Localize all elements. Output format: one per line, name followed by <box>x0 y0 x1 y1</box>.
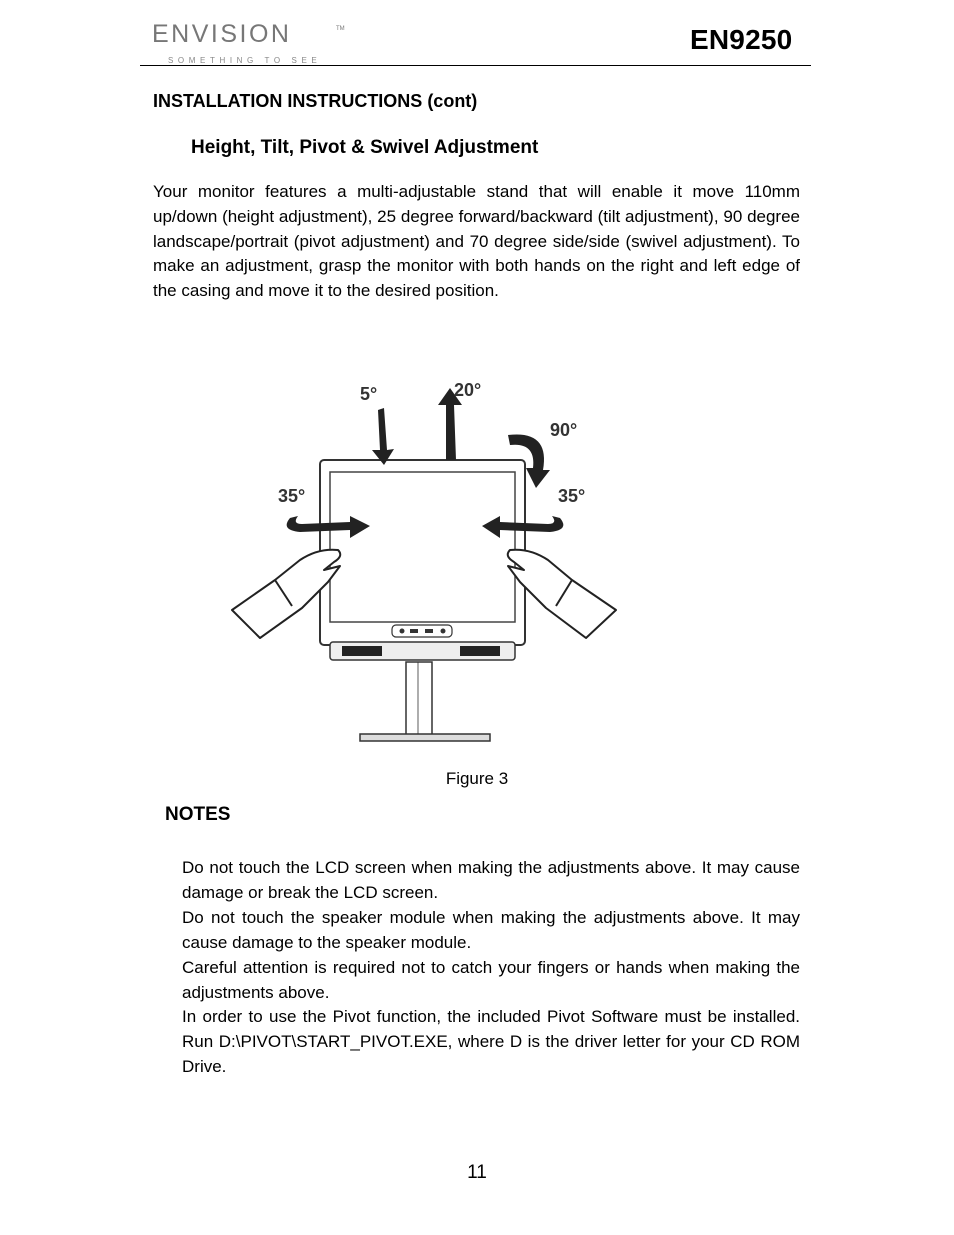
pivot-label: 90° <box>550 420 578 440</box>
envision-logo <box>150 18 345 68</box>
swivel-right-label: 35° <box>558 486 586 506</box>
page-number: 11 <box>467 1162 487 1183</box>
notes-list <box>182 856 800 1080</box>
brand-tagline: SOMETHING TO SEE <box>168 56 322 65</box>
tilt-forward-arrow <box>372 408 394 465</box>
monitor-adjustment-figure <box>220 370 640 750</box>
note-item: In order to use the Pivot function, the included Pivot Software must be installed. Run D:\PIVOT\START_PIVOT.EXE, where D is the driver letter for your CD ROM Drive. <box>182 1007 800 1077</box>
tilt-forward-label: 5° <box>360 384 378 404</box>
svg-text:TM: TM <box>336 26 345 32</box>
model-number: EN9250 <box>690 24 793 55</box>
figure-caption: Figure 3 <box>445 769 509 788</box>
monitor-body <box>320 460 525 660</box>
note-item: Do not touch the LCD screen when making the adjustments above. It may cause damage or break the LCD screen. <box>182 858 800 902</box>
monitor-stand <box>360 662 490 741</box>
section-title: INSTALLATION INSTRUCTIONS (cont) <box>153 91 478 111</box>
brand-wordmark: ENVISION <box>152 20 292 48</box>
swivel-left-label: 35° <box>278 486 306 506</box>
note-item: Careful attention is required not to catch your fingers or hands when making the adjustments above. <box>182 957 800 1002</box>
tilt-back-label: 20° <box>454 380 482 400</box>
note-item: Do not touch the speaker module when making the adjustments above. It may cause damage to the speaker module. <box>182 907 800 952</box>
intro-paragraph: Your monitor features a multi-adjustable stand that will enable it move 110mm up/down (height adjustment), 25 degree forward/backward (tilt adjustment), 90 degree landscape/portrait (pivot adjustment) and 70 degree side/side (swivel adjustment). To make an adjustment, grasp the monitor with both hands on the right and left edge of the casing and move it to the desired position. <box>153 182 800 301</box>
notes-title: NOTES <box>165 804 231 825</box>
header-divider <box>140 65 811 66</box>
subsection-title: Height, Tilt, Pivot & Swivel Adjustment <box>191 137 539 158</box>
